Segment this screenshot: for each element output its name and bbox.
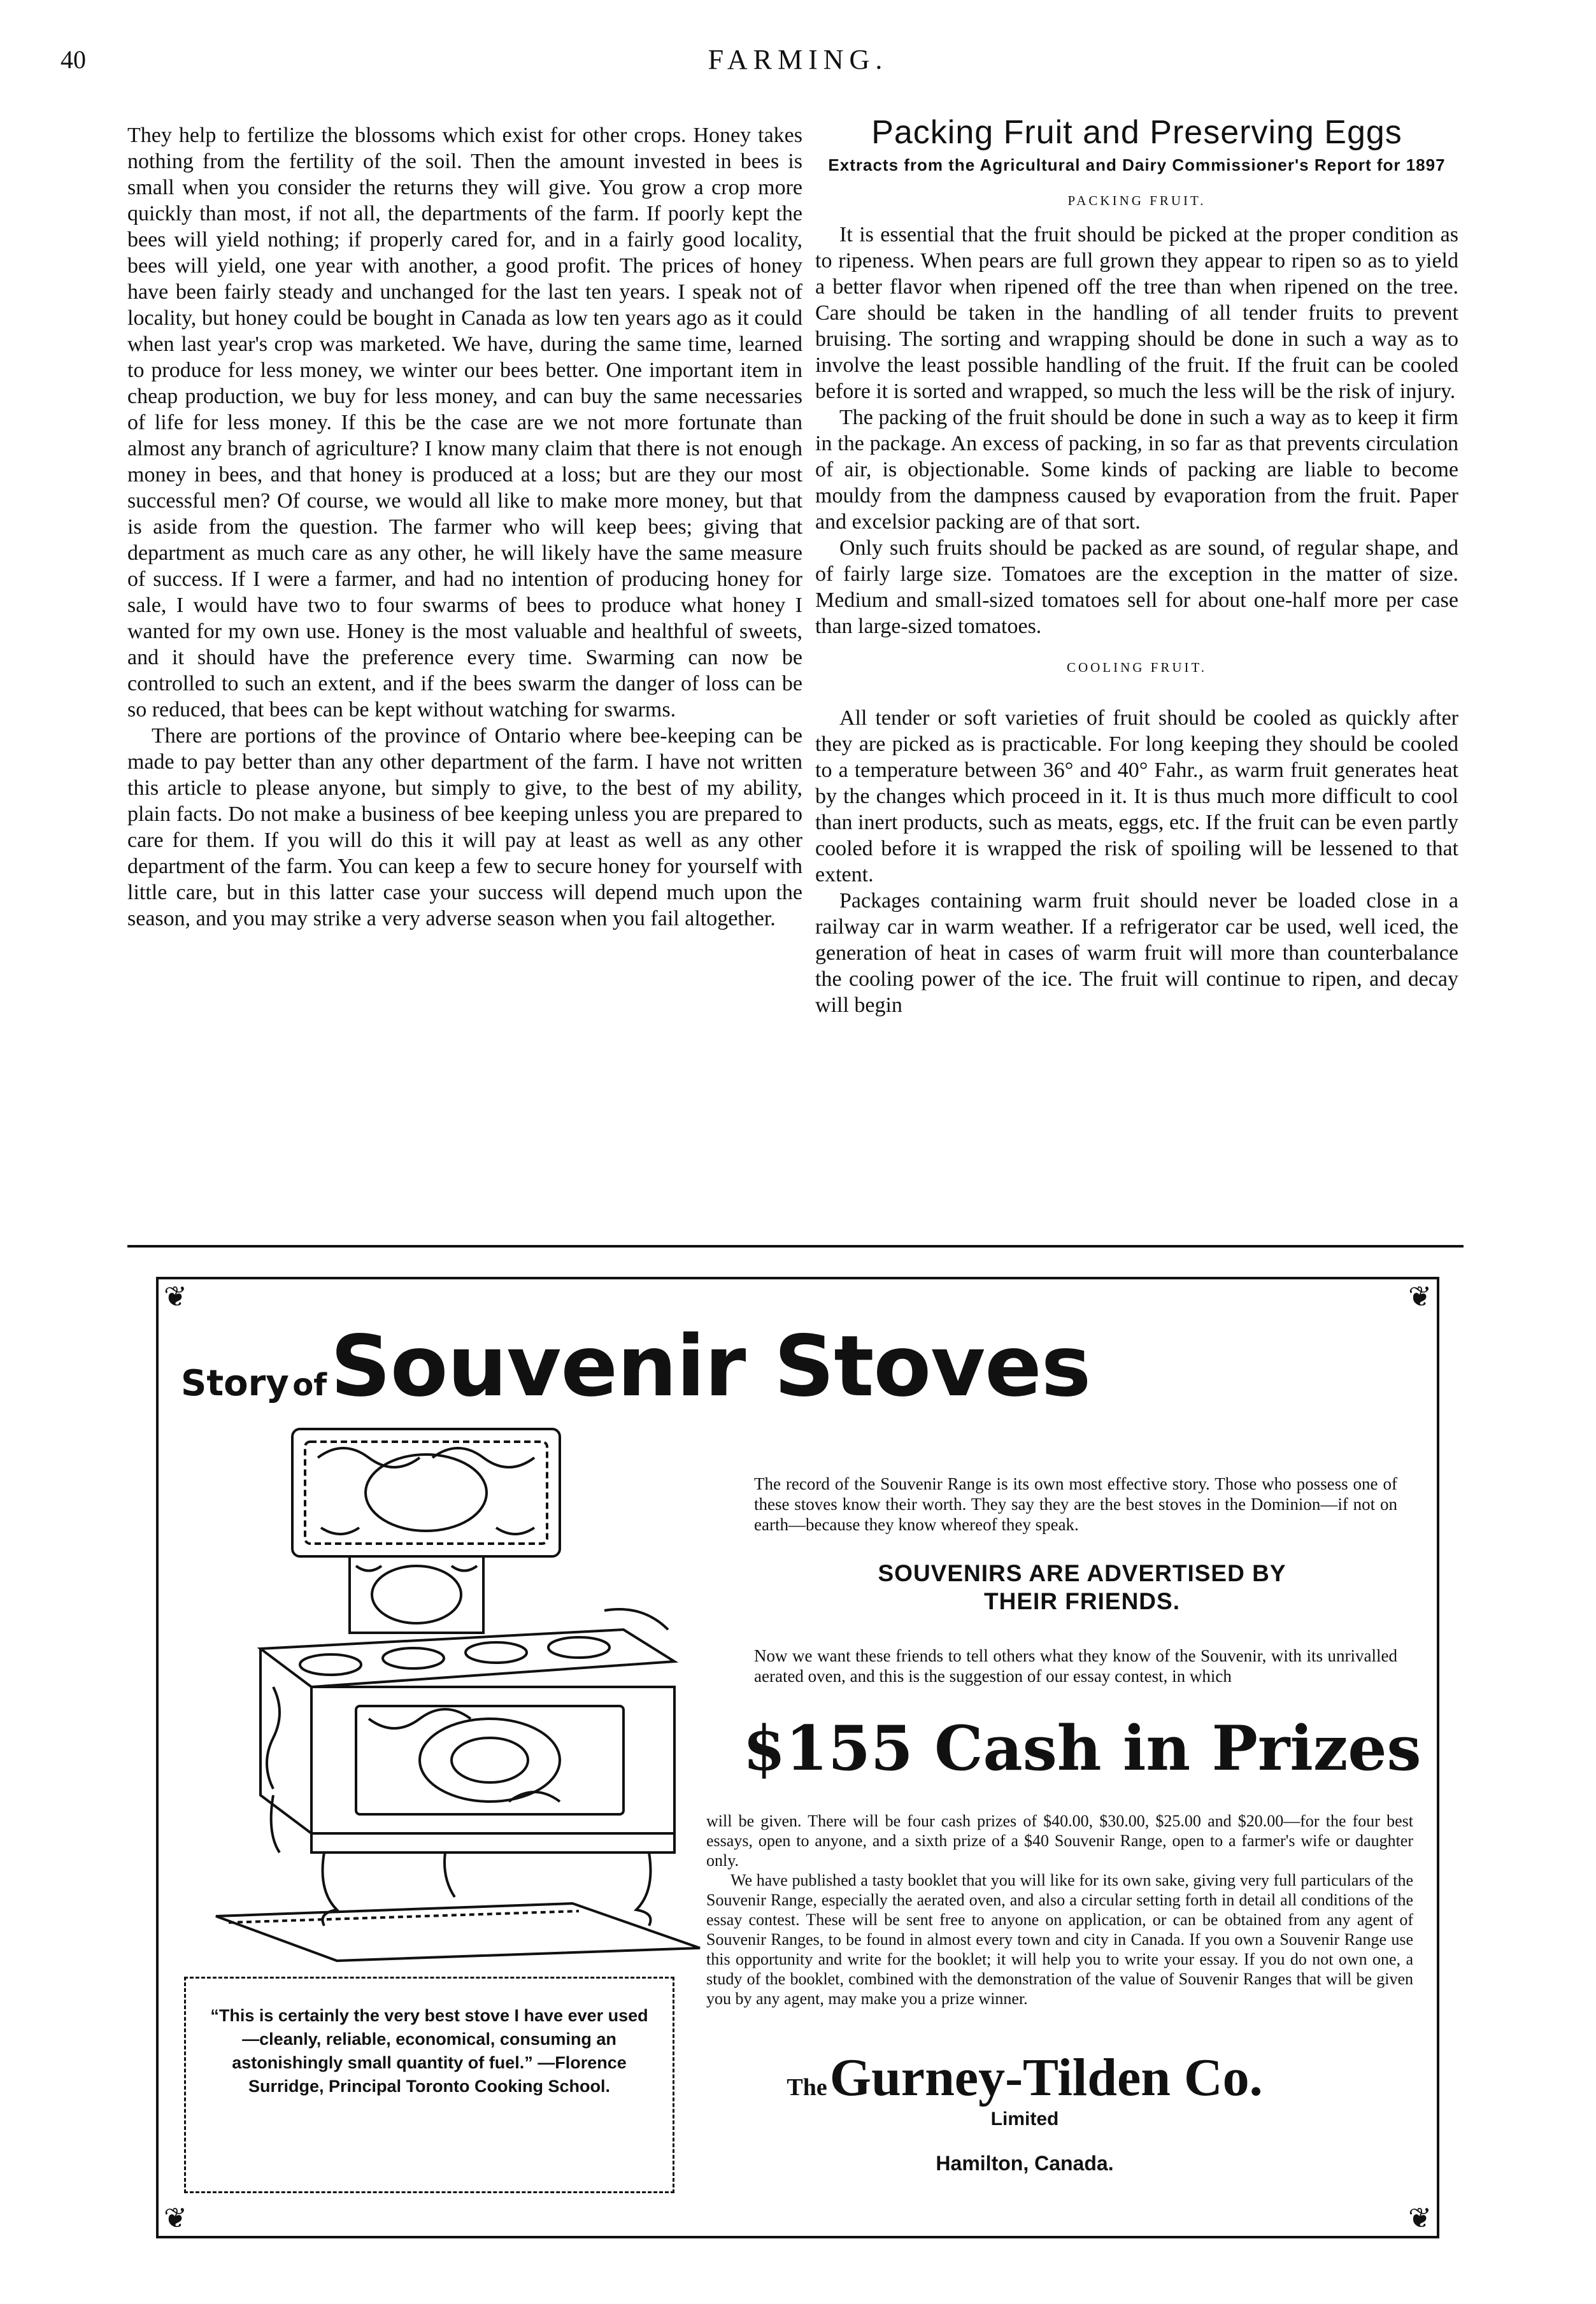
company-block [706, 2047, 1343, 2175]
advertisement-box [156, 1277, 1439, 2238]
right-paragraph: The packing of the fruit should be done in such a way as to keep it firm in the package. An excess of packing, in so far as that prevents circulation of air, is objectionable. Some kinds of packing are liable to become mouldy from the dampness caused by evaporation from the fruit. Paper and excelsior packing are of that sort. [815, 406, 1458, 534]
corner-ornament-icon: ❦ [164, 1281, 187, 1312]
stove-illustration [190, 1419, 719, 1967]
page-number: 40 [61, 45, 86, 74]
company-name: Gurney-Tilden Co. [829, 2048, 1263, 2107]
right-paragraph: It is essential that the fruit should be picked at the proper condition as to ripeness. When pears are full grown they appear to ripen so as to yield a better flavor when ripened off the tree than when ripened on the tree. Care should be taken in the handling of all tender fruits to prevent bruising. The sorting and wrapping should be done in such a way as to involve the least possible handling of the fruit. If the fruit can be cooled before it is sorted and wrapped, so much the less will be the risk of injury. [815, 223, 1458, 403]
article-title: Packing Fruit and Preserving Eggs [871, 114, 1402, 151]
corner-ornament-icon: ❦ [1408, 2203, 1432, 2234]
right-column [815, 114, 1458, 1018]
left-column [127, 122, 802, 932]
section-heading-cooling: COOLING FRUIT. [1066, 660, 1208, 675]
ad-intro: The record of the Souvenir Range is its own most effective story. Those who possess one of these stoves know their worth. They say they are the best stoves in the Dominion—if not on earth—because they know whereof they speak. [754, 1474, 1397, 1534]
ad-contest-intro: Now we want these friends to tell others what they know of the Souvenir, with its unrivalled aerated oven, and this is the suggestion of our essay contest, in which [754, 1646, 1397, 1686]
ad-headline: SOUVENIRS ARE ADVERTISED BY THEIR FRIENDS. [878, 1560, 1286, 1614]
section-heading-packing: PACKING FRUIT. [1067, 193, 1206, 208]
prize-headline: $155 Cash in Prizes [743, 1712, 1421, 1784]
corner-ornament-icon: ❦ [1408, 1281, 1432, 1312]
right-paragraph: All tender or soft varieties of fruit should be cooled as quickly after they are picked as is practicable. For long keeping they should be cooled to a temperature between 36° and 40° Fahr., as warm fruit generates heat by the changes which proceed in it. It is thus much more difficult to cool than inert products, such as meats, eggs, etc. If the fruit can be even partly cooled before it is wrapped the risk of spoiling will be lessened to that extent. [815, 706, 1458, 886]
right-paragraph: Packages containing warm fruit should never be loaded close in a railway car in warm weather. If a refrigerator car be used, well iced, the generation of heat in cases of warm fruit will more than counterbalance the cooling power of the ice. The fruit will continue to ripen, and decay will begin [815, 889, 1458, 1017]
right-paragraph: Only such fruits should be packed as are sound, of regular shape, and of fairly large size. Tomatoes are the exception in the matter of size. Medium and small-sized tomatoes sell for about one-half more per case than large-sized tomatoes. [815, 536, 1458, 638]
left-paragraph: They help to fertilize the blossoms which exist for other crops. Honey takes nothing from the fertility of the soil. Then the amount invested in bees is small when you consider the returns they will give. You grow a crop more quickly than most, if not all, the departments of the farm. If poorly kept the bees will yield nothing; if properly cared for, and in a fairly good locality, bees will yield, one year with another, a good profit. The prices of honey have been fairly steady and unchanged for the last ten years. I speak not of locality, but honey could be bought in Canada as low ten years ago as it could when last year's crop was marketed. We have, during the same time, learned to produce for less money, we winter our bees better. One important item in cheap production, we buy for less money, and can buy the same necessaries of life for less money. If this be the case are we not more fortunate than almost any branch of agriculture? I know many claim that there is not enough money in bees, and that honey is produced at a loss; but are they our most successful men? Of course, we would all like to make more money, but that is aside from the question. The farmer who will keep bees; giving that department as much care as any other, he will likely have the same measure of success. If I were a farmer, and had no intention of producing honey for sale, I would have two to four swarms of bees to produce what honey I wanted for my own use. Honey is the most valuable and healthful of sweets, and it should have the preference every time. Swarming can now be controlled to such an extent, and if the bees swarm the danger of loss can be so reduced, that bees can be kept without watching for swarms. [127, 124, 802, 722]
left-paragraph: There are portions of the province of Ontario where bee-keeping can be made to pay better than any other department of the farm. I have not written this article to please anyone, but simply to give, to the best of my ability, plain facts. Do not make a business of bee keeping unless you are prepared to care for them. If you will do this it will pay at least as well as any other department of the farm. You can keep a few to secure honey for yourself with little care, but in this latter case your success will depend much upon the season, and you may strike a very adverse season when you fail altogether. [127, 724, 802, 930]
prize-details: will be given. There will be four cash prizes of $40.00, $30.00, $25.00 and $20.00—for the four best essays, open to anyone, and a sixth prize of a $40 Souvenir Range, open to a farmer's wife or daughter only. We have published a tasty booklet that you will like for its own sake, giving very full particulars of the Souvenir Range, especially the aerated oven, and also a circular setting forth in detail all conditions of the essay contest. These will be sent free to anyone on application, or can be obtained from any agent of Souvenir Ranges, to be found in almost every town and city in Canada. If you own a Souvenir Range use this opportunity and write for the booklet; it will help you to write your essay. If you do not own one, a study of the booklet, combined with the demonstration of the value of Souvenir Ranges that will be given you by any agent, may make you a prize winner. [706, 1812, 1413, 2008]
testimonial-text: “This is certainly the very best stove I have ever used—cleanly, reliable, economical, consuming an astonishingly small quantity of fuel.” —Florence Surridge, Principal Toronto Cooking School. [210, 2006, 648, 2096]
testimonial-box [184, 1977, 674, 2193]
company-limited: Limited [990, 2108, 1059, 2130]
article-subtitle: Extracts from the Agricultural and Dairy Commissioner's Report for 1897 [828, 155, 1446, 174]
ad-title: Story of Souvenir Stoves [181, 1318, 1091, 1416]
running-title: FARMING. [708, 44, 888, 75]
corner-ornament-icon: ❦ [164, 2203, 187, 2234]
company-city: Hamilton, Canada. [936, 2152, 1114, 2175]
company-the: The [787, 2074, 827, 2101]
section-divider [127, 1245, 1464, 1248]
